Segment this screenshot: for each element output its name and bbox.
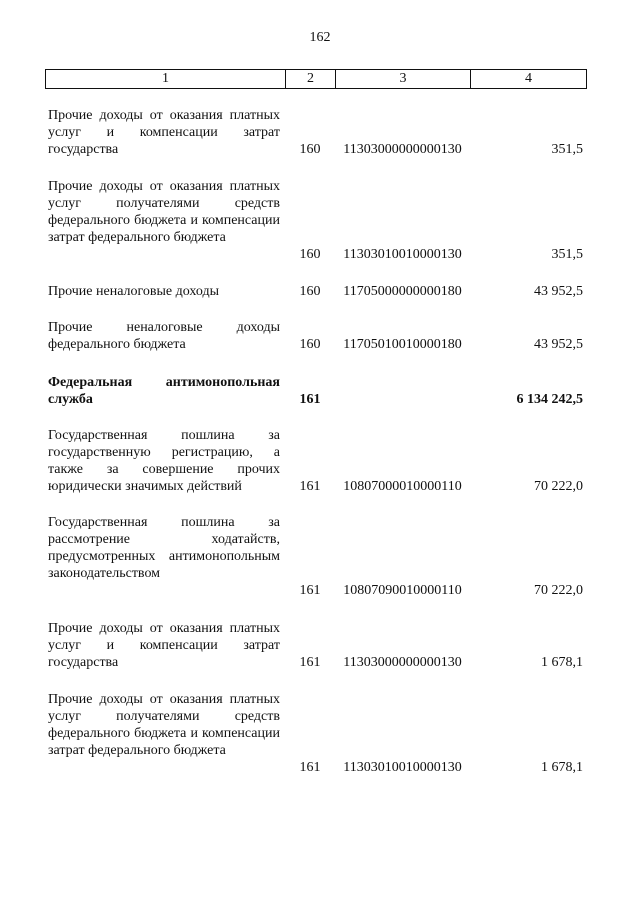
row-name: Прочие доходы от оказания платных услуг получателями средств федерального бюджета и компенсации затрат федерального бюджета xyxy=(48,692,280,758)
page-number: 162 xyxy=(309,30,331,45)
header-col-3: 3 xyxy=(336,70,471,88)
row-amount: 6 134 242,5 xyxy=(516,392,583,407)
row-name: Прочие доходы от оказания платных услуг получателями средств федерального бюджета и компенсации затрат федерального бюджета xyxy=(48,179,280,245)
row-budget-code: 10807090010000110 xyxy=(343,583,462,598)
row-amount: 1 678,1 xyxy=(541,760,583,775)
row-name: Прочие неналоговые доходы федерального бюджета xyxy=(48,320,280,352)
row-budget-code: 11303000000000130 xyxy=(343,142,462,157)
row-budget-code: 11303000000000130 xyxy=(343,655,462,670)
row-amount: 351,5 xyxy=(551,142,583,157)
row-name: Прочие доходы от оказания платных услуг и компенсации затрат государства xyxy=(48,108,280,157)
row-budget-code: 11705000000000180 xyxy=(343,284,462,299)
table-row xyxy=(45,514,587,599)
row-admin-code: 161 xyxy=(299,392,321,407)
table-row xyxy=(45,620,587,671)
row-admin-code: 161 xyxy=(299,760,321,775)
table-row xyxy=(45,107,587,158)
table-row xyxy=(45,319,587,353)
row-admin-code: 160 xyxy=(299,247,321,262)
row-name: Прочие доходы от оказания платных услуг и компенсации затрат государства xyxy=(48,621,280,670)
row-name: Государственная пошлина за рассмотрение ходатайств, предусмотренных антимонопольным законодательством xyxy=(48,515,280,581)
row-amount: 43 952,5 xyxy=(534,284,583,299)
row-amount: 43 952,5 xyxy=(534,337,583,352)
row-admin-code: 160 xyxy=(299,337,321,352)
table-row xyxy=(45,427,587,495)
row-name: Государственная пошлина за государственную регистрацию, а также за совершение прочих юридически значимых действий xyxy=(48,428,280,494)
row-name: Прочие неналоговые доходы xyxy=(48,284,220,299)
row-admin-code: 160 xyxy=(299,284,321,299)
row-name: Федеральная антимонопольная служба xyxy=(48,375,280,407)
table-row xyxy=(45,178,587,263)
table-header xyxy=(45,69,587,89)
row-admin-code: 160 xyxy=(299,142,321,157)
row-amount: 351,5 xyxy=(551,247,583,262)
table-row xyxy=(45,374,587,408)
row-budget-code: 11303010010000130 xyxy=(343,247,462,262)
row-budget-code: 11303010010000130 xyxy=(343,760,462,775)
table-row xyxy=(45,691,587,776)
header-col-4: 4 xyxy=(525,71,532,86)
row-amount: 70 222,0 xyxy=(534,479,583,494)
row-amount: 70 222,0 xyxy=(534,583,583,598)
row-budget-code: 10807000010000110 xyxy=(343,479,462,494)
row-admin-code: 161 xyxy=(299,479,321,494)
row-amount: 1 678,1 xyxy=(541,655,583,670)
header-col-2: 2 xyxy=(286,70,336,88)
row-budget-code: 11705010010000180 xyxy=(343,337,462,352)
row-admin-code: 161 xyxy=(299,583,321,598)
table-row xyxy=(45,283,587,300)
header-col-1: 1 xyxy=(46,70,286,88)
row-admin-code: 161 xyxy=(299,655,321,670)
